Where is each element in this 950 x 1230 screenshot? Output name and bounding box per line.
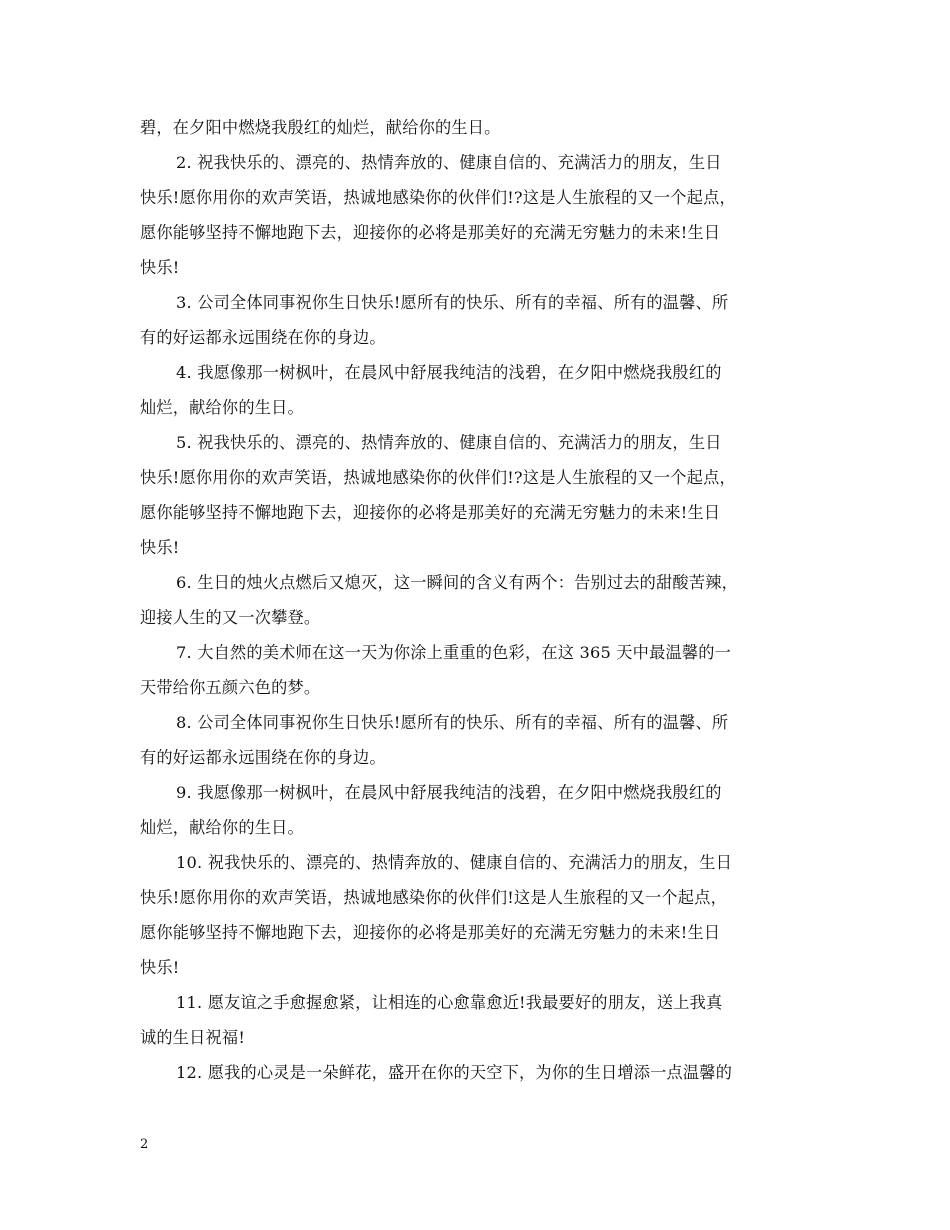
text-line: 快乐! — [140, 258, 180, 277]
text-line: 3. 公司全体同事祝你生日快乐!愿所有的快乐、所有的幸福、所有的温馨、所 — [176, 293, 729, 312]
text-line: 快乐! — [140, 958, 180, 977]
text-line: 有的好运都永远围绕在你的身边。 — [140, 328, 386, 347]
text-line: 碧，在夕阳中燃烧我殷红的灿烂，献给你的生日。 — [140, 118, 501, 137]
text-line: 11. 愿友谊之手愈握愈紧，让相连的心愈靠愈近!我最要好的朋友，送上我真 — [176, 993, 723, 1012]
text-line: 灿烂，献给你的生日。 — [140, 818, 304, 837]
text-line: 灿烂，献给你的生日。 — [140, 398, 304, 417]
text-line: 6. 生日的烛火点燃后又熄灭，这一瞬间的含义有两个：告别过去的甜酸苦辣， — [176, 573, 738, 592]
text-line: 诚的生日祝福! — [140, 1028, 246, 1047]
text-line: 愿你能够坚持不懈地跑下去，迎接你的必将是那美好的充满无穷魅力的未来!生日 — [140, 223, 721, 242]
text-line: 2. 祝我快乐的、漂亮的、热情奔放的、健康自信的、充满活力的朋友，生日 — [176, 153, 722, 172]
text-line: 天带给你五颜六色的梦。 — [140, 678, 321, 697]
text-line: 快乐! — [140, 538, 180, 557]
text-line: 愿你能够坚持不懈地跑下去，迎接你的必将是那美好的充满无穷魅力的未来!生日 — [140, 923, 721, 942]
text-line: 8. 公司全体同事祝你生日快乐!愿所有的快乐、所有的幸福、所有的温馨、所 — [176, 713, 729, 732]
text-line: 快乐!愿你用你的欢声笑语，热诚地感染你的伙伴们!?这是人生旅程的又一个起点， — [140, 188, 736, 207]
text-line: 7. 大自然的美术师在这一天为你涂上重重的色彩，在这 365 天中最温馨的一 — [176, 643, 732, 662]
text-line: 10. 祝我快乐的、漂亮的、热情奔放的、健康自信的、充满活力的朋友，生日 — [176, 853, 733, 872]
text-line: 快乐!愿你用你的欢声笑语，热诚地感染你的伙伴们!?这是人生旅程的又一个起点， — [140, 468, 736, 487]
text-line: 9. 我愿像那一树枫叶，在晨风中舒展我纯洁的浅碧，在夕阳中燃烧我殷红的 — [176, 783, 722, 802]
text-line: 4. 我愿像那一树枫叶，在晨风中舒展我纯洁的浅碧，在夕阳中燃烧我殷红的 — [176, 363, 722, 382]
text-line: 迎接人生的又一次攀登。 — [140, 608, 321, 627]
text-line: 愿你能够坚持不懈地跑下去，迎接你的必将是那美好的充满无穷魅力的未来!生日 — [140, 503, 721, 522]
text-line: 5. 祝我快乐的、漂亮的、热情奔放的、健康自信的、充满活力的朋友，生日 — [176, 433, 722, 452]
text-line: 12. 愿我的心灵是一朵鲜花，盛开在你的天空下，为你的生日增添一点温馨的 — [176, 1063, 733, 1082]
page-number: 2 — [140, 1137, 149, 1152]
text-line: 有的好运都永远围绕在你的身边。 — [140, 748, 386, 767]
text-line: 快乐!愿你用你的欢声笑语，热诚地感染你的伙伴们!这是人生旅程的又一个起点， — [140, 888, 727, 907]
